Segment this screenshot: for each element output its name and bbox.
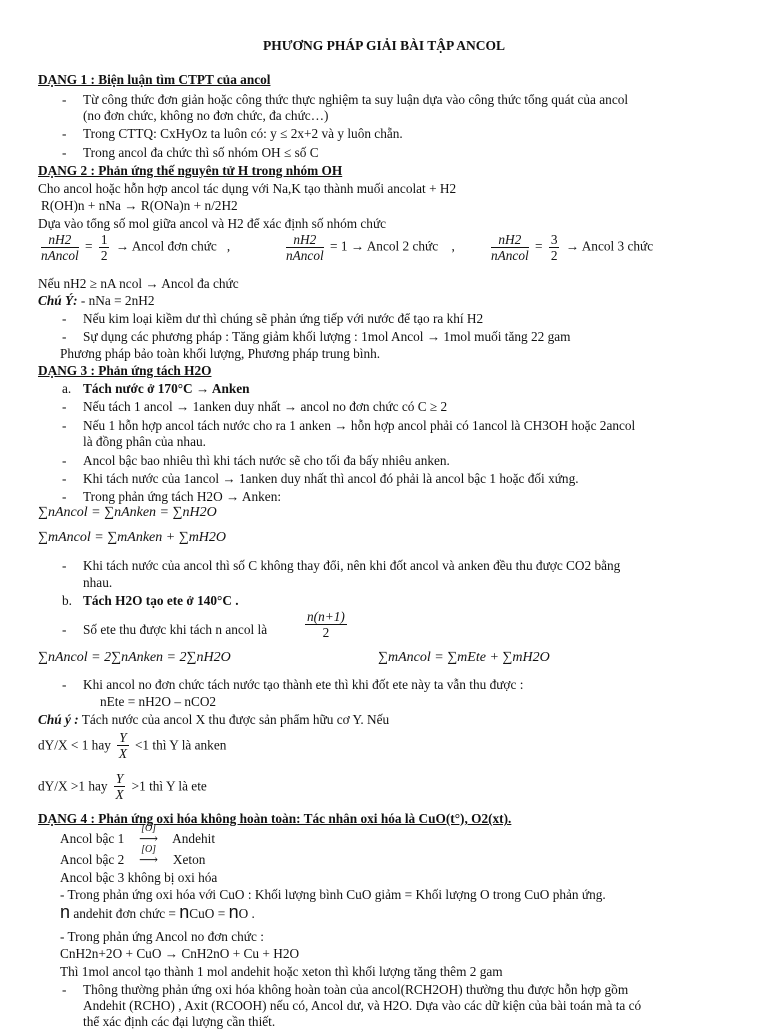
section-heading-dang-1: DẠNG 1 : Biện luận tìm CTPT của ancol — [38, 72, 271, 87]
equation-mass-balance: ∑mAncol = ∑mAnken + ∑mH2O — [38, 530, 227, 545]
bullet-dash: - — [62, 329, 67, 344]
d3-bullet-7: Số ete thu được khi tách n ancol là — [83, 622, 268, 637]
d3-bullet-6a: Khi tách nước của ancol thì số C không thay đổi, nên khi đốt ancol và anken đều thu được CO2 bằng — [83, 558, 621, 573]
d4-line-5: Thì 1mol ancol tạo thành 1 mol andehit hoặc xeton thì khối lượng tăng thêm 2 gam — [60, 964, 503, 979]
equation-mole-balance: ∑nAncol = ∑nAnken = ∑nH2O — [38, 505, 217, 520]
bullet-dash: - — [62, 677, 67, 692]
page-title: PHƯƠNG PHÁP GIẢI BÀI TẬP ANCOL — [263, 38, 505, 53]
d2-bullet-2: Sự dụng các phương pháp : Tăng giảm khối lượng : 1mol Ancol → 1mol muối tăng 22 gam — [83, 329, 571, 344]
d1-bullet-1a: Từ công thức đơn giản hoặc công thức thực nghiệm ta suy luận dựa vào công thức tổng quát của ancol — [83, 92, 629, 107]
d3-bullet-5: Trong phản ứng tách H2O → Anken: — [83, 489, 282, 504]
d4-bullet-1b: Andehit (RCHO) , Axit (RCOOH) nếu có, Ancol dư, và H2O. Dựa vào các dữ kiện của bài toán mà ta có — [83, 998, 642, 1013]
d4-bullet-1a: Thông thường phản ứng oxi hóa không hoàn toàn của ancol(RCH2OH) thường thu được hỗn hợp gồm — [83, 982, 629, 997]
ratio-ancol-2-chuc: $\frac{nH2}{\text{nAncol}}$ = 1 → Ancol 2 chức , — [286, 232, 455, 263]
d3-note: Chú ý : Tách nước của ancol X thu được sản phẩm hữu cơ Y. Nếu — [38, 712, 390, 727]
d3-bullet-3: Ancol bậc bao nhiêu thì khi tách nước sẽ cho tối đa bấy nhiêu anken. — [83, 453, 450, 468]
ratio-ancol-3-chuc: $\frac{nH2}{\text{nAncol}}$ = $\frac{3}{2}$ → Ancol 3 chức — [491, 232, 654, 263]
bullet-dash: - — [62, 471, 67, 486]
condition-anken: dY/X < 1 hay $\frac{Y}{X}$ <1 thì Y là anken — [38, 730, 227, 761]
bullet-dash: - — [62, 399, 67, 414]
sub-label-b: b. — [62, 593, 72, 608]
bullet-dash: - — [62, 489, 67, 504]
fraction: $\frac{nH2}{\text{nAncol}}$ — [491, 232, 529, 263]
sub-label-a: a. — [62, 381, 72, 396]
d2-note: Chú Ý: - nNa = 2nH2 — [38, 293, 155, 308]
d2-line-3: Dựa vào tổng số mol giữa ancol và H2 để xác định số nhóm chức — [38, 216, 387, 231]
oxidation-secondary: Ancol bậc 2 [O] ⟶ Xeton — [60, 844, 206, 867]
section-heading-dang-4: DẠNG 4 : Phản ứng oxi hóa không hoàn toàn: Tác nhân oxi hóa là CuO(t°), O2(xt). — [38, 811, 512, 826]
bullet-dash: - — [62, 126, 67, 141]
section-heading-dang-3: DẠNG 3 : Phản ứng tách H2O — [38, 363, 212, 378]
d2-line-4: Nếu nH2 ≥ nA ncol → Ancol đa chức — [38, 276, 239, 291]
d4-line-2: n andehit đơn chức = nCuO = nO . — [60, 902, 255, 922]
bullet-dash: - — [62, 145, 67, 160]
d3-bullet-6b: nhau. — [83, 575, 113, 590]
d2-line-5: Phương pháp bảo toàn khối lượng, Phương pháp trung bình. — [60, 346, 381, 361]
d3-bullet-2a: Nếu 1 hỗn hợp ancol tách nước cho ra 1 anken → hỗn hợp ancol phải có 1ancol là CH3OH hoặc 2ancol — [83, 418, 636, 433]
bullet-dash: - — [62, 418, 67, 433]
sub-heading-b: Tách H2O tạo ete ở 140°C . — [83, 593, 239, 608]
ratio-ancol-don-chuc: $\frac{nH2}{\text{nAncol}}$ = $\frac{1}{2}$ → Ancol đơn chức , — [41, 232, 231, 263]
d1-bullet-3: Trong ancol đa chức thì số nhóm OH ≤ số C — [83, 145, 319, 160]
fraction: $\frac{nH2}{\text{nAncol}}$ — [286, 232, 324, 263]
d2-reaction: R(OH)n + nNa → R(ONa)n + n/2H2 — [41, 198, 238, 213]
equation-ete-mole: ∑nAncol = 2∑nAnken = 2∑nH2O — [38, 650, 231, 665]
bullet-dash: - — [62, 92, 67, 107]
d3-bullet-4: Khi tách nước của 1ancol → 1anken duy nhất thì ancol đó phải là ancol bậc 1 hoặc đối xứng. — [83, 471, 579, 486]
d1-bullet-1b: (no đơn chức, không no đơn chức, đa chức…) — [83, 108, 329, 123]
d4-line-1: - Trong phản ứng oxi hóa với CuO : Khối lượng bình CuO giảm = Khối lượng O trong CuO phản ứng. — [60, 887, 606, 902]
d4-reaction: CnH2n+2O + CuO → CnH2nO + Cu + H2O — [60, 946, 300, 961]
equation-ete-mass: ∑mAncol = ∑mEte + ∑mH2O — [378, 650, 550, 665]
d1-bullet-2: Trong CTTQ: CxHyOz ta luôn có: y ≤ 2x+2 và y luôn chẵn. — [83, 126, 403, 141]
bullet-dash: - — [62, 982, 67, 997]
d3-bullet-2b: là đồng phân của nhau. — [83, 434, 206, 449]
oxidation-primary: Ancol bậc 1 [O] ⟶ Andehit — [60, 823, 216, 846]
fraction-ete-count: $\frac{n(n+1)}{2}$ — [307, 609, 345, 640]
condition-ete: dY/X >1 hay $\frac{Y}{X}$ >1 thì Y là ete — [38, 771, 207, 802]
fraction: $\frac{nH2}{\text{nAncol}}$ — [41, 232, 79, 263]
labeled-arrow: [O] ⟶ — [139, 823, 159, 846]
labeled-arrow: [O] ⟶ — [139, 844, 159, 867]
d4-bullet-1c: thể xác định các đại lượng cần thiết. — [83, 1014, 276, 1029]
fraction: $\frac{3}{2}$ — [550, 232, 558, 263]
d3-bullet-8: Khi ancol no đơn chức tách nước tạo thành ete thì khi đốt ete này ta vẫn thu được : — [83, 677, 524, 692]
oxidation-tertiary: Ancol bậc 3 không bị oxi hóa — [60, 870, 218, 885]
d3-bullet-1: Nếu tách 1 ancol → 1anken duy nhất → ancol no đơn chức có C ≥ 2 — [83, 399, 448, 414]
section-heading-dang-2: DẠNG 2 : Phản ứng thế nguyên tử H trong nhóm OH — [38, 163, 343, 178]
d4-line-3: - Trong phản ứng Ancol no đơn chức : — [60, 929, 264, 944]
sub-heading-a: Tách nước ở 170°C → Anken — [83, 381, 250, 396]
bullet-dash: - — [62, 311, 67, 326]
bullet-dash: - — [62, 453, 67, 468]
d2-bullet-1: Nếu kim loại kiềm dư thì chúng sẽ phản ứng tiếp với nước để tạo ra khí H2 — [83, 311, 484, 326]
d2-line-1: Cho ancol hoặc hỗn hợp ancol tác dụng với Na,K tạo thành muối ancolat + H2 — [38, 181, 457, 196]
bullet-dash: - — [62, 558, 67, 573]
d3-ete-equation: nEte = nH2O – nCO2 — [100, 694, 217, 709]
fraction: $\frac{1}{2}$ — [100, 232, 108, 263]
bullet-dash: - — [62, 622, 67, 637]
